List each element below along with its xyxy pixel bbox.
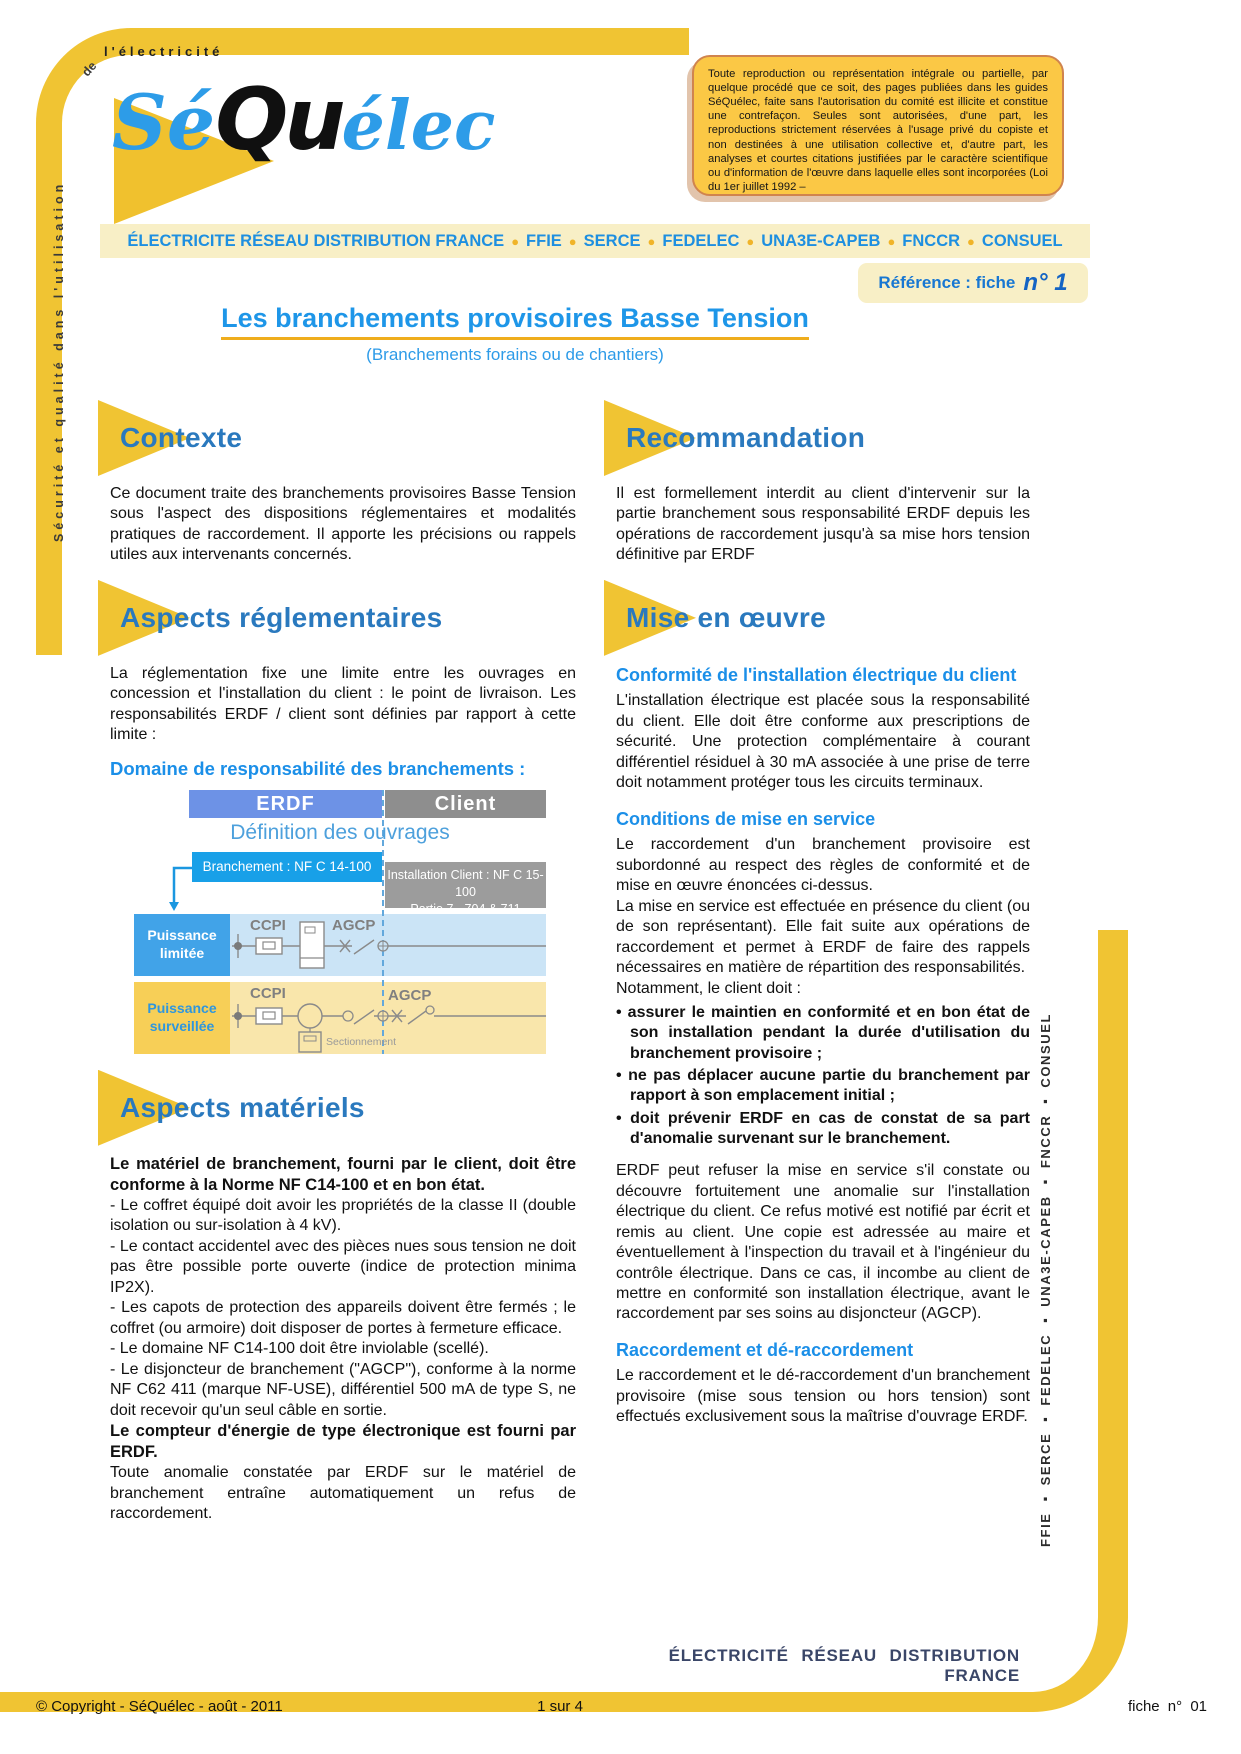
left-column — [110, 400, 576, 1525]
reglementaires-body: La réglementation fixe une limite entre les ouvrages en concession et l'installation du client : le point de livraison. Les responsabilités ERDF / client sont définies par rapport à cette limite : — [110, 664, 576, 744]
materiels-dash-list-item: - Les capots de protection des appareils doivent être fermés ; le coffret (ou armoire) doit disposer de portes à fermeture efficace. — [110, 1299, 576, 1337]
diagram-installation-box — [385, 862, 546, 916]
materiels-dash-list-item: - Le disjoncteur de branchement ("AGCP"), conforme à la norme NF C62 411 (marque NF-USE), différentiel 500 mA de type S, ne doit recevoir qu'un seul câble en sortie. — [110, 1360, 576, 1419]
list-separator-dot: ● — [511, 233, 520, 249]
section-recommandation-heading — [616, 400, 1030, 476]
copyright-notice-box: Toute reproduction ou représentation intégrale ou partielle, par quelque procédé que ce soit, des pages publiées dans les guides SéQuélec, faite sans l'autorisation du comité est illicite et constitue une contrefaçon. Seules sont autorisées, d'une part, les reproductions strictement réservées à l'usage privé du copiste et non destinées à une utilisation collective et, d'autre part, les analyses et courtes citations justifiées par le caractère scientifique ou d'information de l'œuvre dans laquelle elles sont incorporées (Loi du 1er juillet 1992 – — [692, 55, 1064, 196]
client-obligations-list — [616, 1003, 1030, 1149]
diagram-definition-label: Définition des ouvrages — [230, 820, 450, 844]
page-title: Les branchements provisoires Basse Tension — [221, 303, 809, 340]
raccordement-body: Le raccordement et le dé-raccordement d'un branchement provisoire (mise sous tension ou hors tension) sont effectués exclusivement sous la maîtrise d'ouvrage ERDF. — [616, 1367, 1030, 1426]
client-obligations-list-item: • ne pas déplacer aucune partie du branchement par rapport à son emplacement initial ; — [616, 1066, 1030, 1105]
logo-se: Sé — [112, 78, 216, 167]
left-vertical-motto: Sécurité et qualité dans l'utilisation — [52, 180, 66, 542]
materiels-lead: Le matériel de branchement, fourni par le client, doit être conforme à la Norme NF C14-100 et en bon état. — [110, 1154, 576, 1194]
conditions-subheading: Conditions de mise en service — [616, 808, 876, 829]
organisations-banner-item: FNCCR — [902, 231, 961, 250]
diagram-puissance-limitee-box — [134, 914, 230, 976]
logo-elec: élec — [341, 86, 496, 166]
sequelec-logo — [112, 70, 592, 234]
footer-fiche-number: fiche n° 01 — [1127, 1698, 1207, 1715]
section-mise-en-oeuvre-heading — [616, 580, 1030, 656]
logo-word-electricite: l'électricité — [104, 44, 224, 59]
puissance-surveillee-label: Puissance surveillée — [147, 1000, 217, 1034]
organisations-banner-item: CONSUEL — [981, 231, 1063, 250]
diagram-erdf-header: ERDF — [189, 790, 382, 818]
left-vertical-motto-de: de — [79, 58, 100, 80]
diagram-installation-line1: Installation Client : NF C 15-100 — [387, 867, 544, 899]
section-materiels-heading — [110, 1070, 576, 1146]
section-contexte-heading — [110, 400, 576, 476]
agcp-label-top: AGCP — [332, 916, 376, 934]
list-separator-dot: ● — [887, 233, 896, 249]
raccordement-subheading: Raccordement et dé-raccordement — [616, 1339, 914, 1360]
conditions-paragraph-1: Le raccordement d'un branchement provisoire est subordonné au respect des règles de conformité et de mise en œuvre énoncées ci-dessus. — [616, 836, 1030, 895]
list-separator-dot: ● — [746, 233, 755, 249]
sectionnement-label: Sectionnement — [326, 1035, 397, 1048]
diagram-puissance-surveillee-box — [134, 982, 230, 1054]
footer-page-number: 1 sur 4 — [537, 1698, 583, 1715]
reference-badge — [858, 263, 1088, 303]
list-separator-dot: ● — [568, 233, 577, 249]
logo-wordmark — [112, 70, 495, 170]
reglementaires-heading-text: Aspects réglementaires — [120, 601, 443, 633]
agcp-label-bottom: AGCP — [388, 986, 432, 1004]
materiels-dash-list — [110, 1196, 576, 1421]
organisations-banner-item: ÉLECTRICITE RÉSEAU DISTRIBUTION FRANCE — [127, 231, 505, 250]
diagram-branchement-box: Branchement : NF C 14-100 — [192, 852, 382, 882]
responsibility-diagram — [134, 790, 546, 1054]
client-obligations-list-item: • doit prévenir ERDF en cas de constat de sa part d'anomalie survenant sur le branchement. — [616, 1109, 1030, 1147]
materiels-dash-list-item: - Le contact accidentel avec des pièces nues sous tension ne doit pas être possible porte ouverte (indice de protection minima IP2X). — [110, 1237, 576, 1296]
refus-body: ERDF peut refuser la mise en service s'il constate ou découvre fortuitement une anomalie sur l'installation électrique du client. Ce refus motivé est notifié par écrit et remis au client. Une copie est adressée au maire et éventuellement à l'inspection du travail et à l'ingénieur du contrôle électrique. Dans ce cas, il incombe au client de mettre en conformité son installation électrique, avant le raccordement par ses soins au disjoncteur (AGCP). — [616, 1162, 1030, 1323]
contexte-body: Ce document traite des branchements provisoires Basse Tension sous l'aspect des dispositions réglementaires et modalités pratiques de raccordement. Il apporte les précisions ou rappels utiles aux intervenants concernés. — [110, 485, 576, 564]
contexte-heading-text: Contexte — [120, 422, 243, 453]
mise-en-oeuvre-heading-text: Mise en œuvre — [626, 601, 826, 633]
conditions-paragraph-3: Notamment, le client doit : — [616, 979, 801, 997]
title-block — [120, 303, 910, 365]
diagram-client-header: Client — [385, 790, 546, 818]
right-vertical-organisations: FFIE ▪ SERCE ▪ FEDELEC ▪ UNA3E-CAPEB ▪ FNCCR ▪ CONSUEL — [1038, 1012, 1053, 1547]
logo-qu: Qu — [215, 70, 342, 170]
conditions-paragraph-2: La mise en service est effectuée en présence du client (ou de son représentant). Elle fait suite aux opérations de raccordement et permet à ERDF de faire des rappels nécessaires en matière de répartition des responsabilités. — [616, 897, 1030, 977]
recommandation-heading-text: Recommandation — [626, 422, 866, 453]
ccpi-label-top: CCPI — [250, 916, 286, 934]
client-obligations-list-item: • assurer le maintien en conformité et en bon état de son installation pendant la durée d'utilisation du branchement provisoire ; — [616, 1003, 1030, 1062]
footer-copyright: © Copyright - SéQuélec - août - 2011 — [36, 1698, 283, 1715]
materiels-closing: Toute anomalie constatée par ERDF sur le matériel de branchement entraîne automatiquement un refus de raccordement. — [110, 1464, 576, 1523]
puissance-limitee-label: Puissance limitée — [147, 927, 217, 961]
list-separator-dot: ● — [647, 233, 656, 249]
materiels-compteur: Le compteur d'énergie de type électronique est fourni par ERDF. — [110, 1422, 576, 1462]
recommandation-body: Il est formellement interdit au client d'intervenir sur la partie branchement sous responsabilité ERDF depuis les opérations de raccordement jusqu'à sa mise hors tension définitive par ERDF — [616, 485, 1030, 564]
conformite-subheading: Conformité de l'installation électrique du client — [616, 664, 1017, 685]
ccpi-label-bottom: CCPI — [250, 984, 286, 1002]
reference-label: Référence : fiche — [878, 273, 1016, 292]
organisations-banner-item: UNA3E-CAPEB — [761, 231, 881, 250]
materiels-dash-list-item: - Le domaine NF C14-100 doit être inviolable (scellé). — [110, 1340, 489, 1358]
materiels-heading-text: Aspects matériels — [120, 1091, 365, 1123]
diagram-installation-line2: Partie 7 - 704 & 711 — [410, 901, 521, 916]
materiels-dash-list-item: - Le coffret équipé doit avoir les propriétés de la classe II (double isolation ou sur-isolation à 4 kV). — [110, 1196, 576, 1235]
organisations-banner-item: FEDELEC — [662, 231, 740, 250]
conformite-body: L'installation électrique est placée sous la responsabilité du client. Elle doit être conforme aux prescriptions de sécurité. Une protection complémentaire à courant différentiel résiduel à 30 mA associée à une prise de terre doit notamment protéger tous les circuits terminaux. — [616, 692, 1030, 792]
right-column — [616, 400, 1030, 1440]
page-subtitle: (Branchements forains ou de chantiers) — [366, 345, 664, 364]
organisations-banner — [100, 224, 1090, 258]
reference-number: n° 1 — [1023, 269, 1068, 296]
organisations-banner-item: FFIE — [526, 231, 562, 250]
erdf-footer-logo: ÉLECTRICITÉ RÉSEAU DISTRIBUTION FRANCE — [668, 1646, 1020, 1685]
list-separator-dot: ● — [967, 233, 975, 249]
domaine-subheading: Domaine de responsabilité des branchements : — [110, 757, 526, 779]
organisations-banner-item: SERCE — [583, 231, 641, 250]
section-reglementaires-heading — [110, 580, 576, 656]
